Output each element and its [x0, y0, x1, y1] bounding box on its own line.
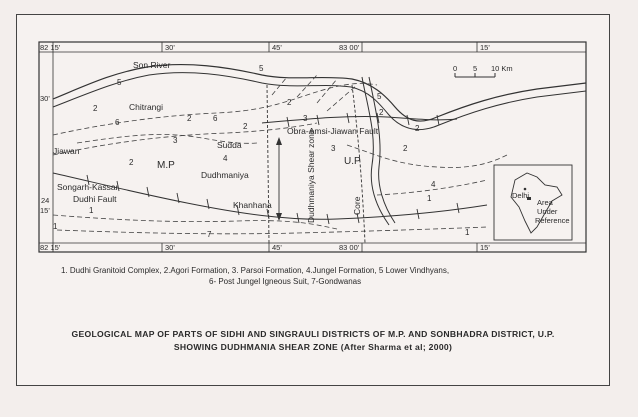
- rihand-river: [362, 77, 389, 225]
- label-mp: M.P: [157, 160, 175, 171]
- obra-fault: [262, 116, 457, 123]
- caption-line-2: SHOWING DUDHMANIA SHEAR ZONE (After Sharma et al; 2000): [173, 342, 453, 352]
- formation-number: 4: [223, 154, 228, 163]
- formation-number: 4: [431, 180, 436, 189]
- label-obra-fault: Obra-Amsi-Jiawan Fault: [287, 126, 379, 136]
- top-tick-label: 30': [165, 43, 175, 52]
- scale-label-five: 5: [473, 64, 478, 73]
- label-dudhmaniya: Dudhmaniya: [201, 170, 249, 180]
- label-core: Core: [352, 196, 362, 215]
- legend-line-2: 6- Post Jungel Igneous Suit, 7-Gondwanas: [209, 277, 362, 286]
- left-tick-label: 24: [41, 196, 50, 205]
- bottom-tick-label: 30': [165, 243, 175, 252]
- formation-number: 2: [187, 114, 192, 123]
- formation-number: 1: [89, 206, 94, 215]
- formation-number: 2: [93, 104, 98, 113]
- legend-line-1: 1. Dudhi Granitoid Complex, 2.Agori Formation, 3. Parsoi Formation, 4.Jungel Formation, 5 Lower Vindhyans,: [61, 266, 450, 275]
- top-tick-label: 83 00': [339, 43, 360, 52]
- scale-label-ten: 10 Km: [491, 64, 513, 73]
- bottom-tick-label: 82 15': [40, 243, 61, 252]
- label-chitrangi: Chitrangi: [129, 102, 164, 112]
- formation-number: 2: [403, 144, 408, 153]
- left-tick-label: 30': [40, 94, 50, 103]
- label-songarh-kassar: Songarh-Kassar: [57, 182, 119, 192]
- formation-number: 7: [207, 230, 212, 239]
- label-up: U.P: [344, 156, 361, 167]
- shear-zone-west: [267, 85, 269, 243]
- son-river: [53, 65, 586, 122]
- formation-number: 5: [259, 64, 264, 73]
- inset-label-area: Area: [537, 198, 553, 207]
- scale-bar: [455, 73, 495, 77]
- bottom-tick-label: 83 00': [339, 243, 360, 252]
- scale-label-zero: 0: [453, 64, 458, 73]
- formation-number: 1: [53, 222, 58, 231]
- formation-number: 6: [115, 118, 120, 127]
- formation-number: 2: [243, 122, 248, 131]
- label-khanhana: Khanhana: [233, 200, 272, 210]
- formation-number: 2: [129, 158, 134, 167]
- label-dudhi-fault: Dudhi Fault: [73, 194, 117, 204]
- formation-number: 6: [213, 114, 218, 123]
- top-tick-label: 15': [480, 43, 490, 52]
- label-jiawan: Jiawan: [53, 146, 80, 156]
- left-tick-label: 15': [40, 206, 50, 215]
- inset-frame: [494, 165, 572, 240]
- bottom-tick-label: 15': [480, 243, 490, 252]
- formation-number: 5: [117, 78, 122, 87]
- top-tick-label: 82 15': [40, 43, 61, 52]
- label-son-river: Son River: [133, 60, 171, 70]
- formation-number: 3: [303, 114, 308, 123]
- formation-number: 5: [377, 92, 382, 101]
- formation-number: 1: [427, 194, 432, 203]
- formation-number: 3: [331, 144, 336, 153]
- bottom-tick-label: 45': [272, 243, 282, 252]
- inset-label-under: Under: [537, 207, 558, 216]
- formation-number: 1: [465, 228, 470, 237]
- inset-label-delhi: Delhi: [512, 191, 530, 200]
- label-shear-zone: Dudhmaniya Shear zone: [306, 129, 316, 223]
- formation-number: 3: [173, 136, 178, 145]
- formation-number: 2: [415, 124, 420, 133]
- formation-number: 2: [379, 108, 384, 117]
- top-tick-label: 45': [272, 43, 282, 52]
- label-sudda: Sudda: [217, 140, 242, 150]
- figure-sheet: [16, 14, 610, 386]
- caption-line-1: GEOLOGICAL MAP OF PARTS OF SIDHI AND SINGRAULI DISTRICTS OF M.P. AND SONBHADRA DISTRICT, U.P.: [71, 329, 555, 339]
- inset-label-reference: Reference: [535, 216, 570, 225]
- formation-number: 2: [287, 98, 292, 107]
